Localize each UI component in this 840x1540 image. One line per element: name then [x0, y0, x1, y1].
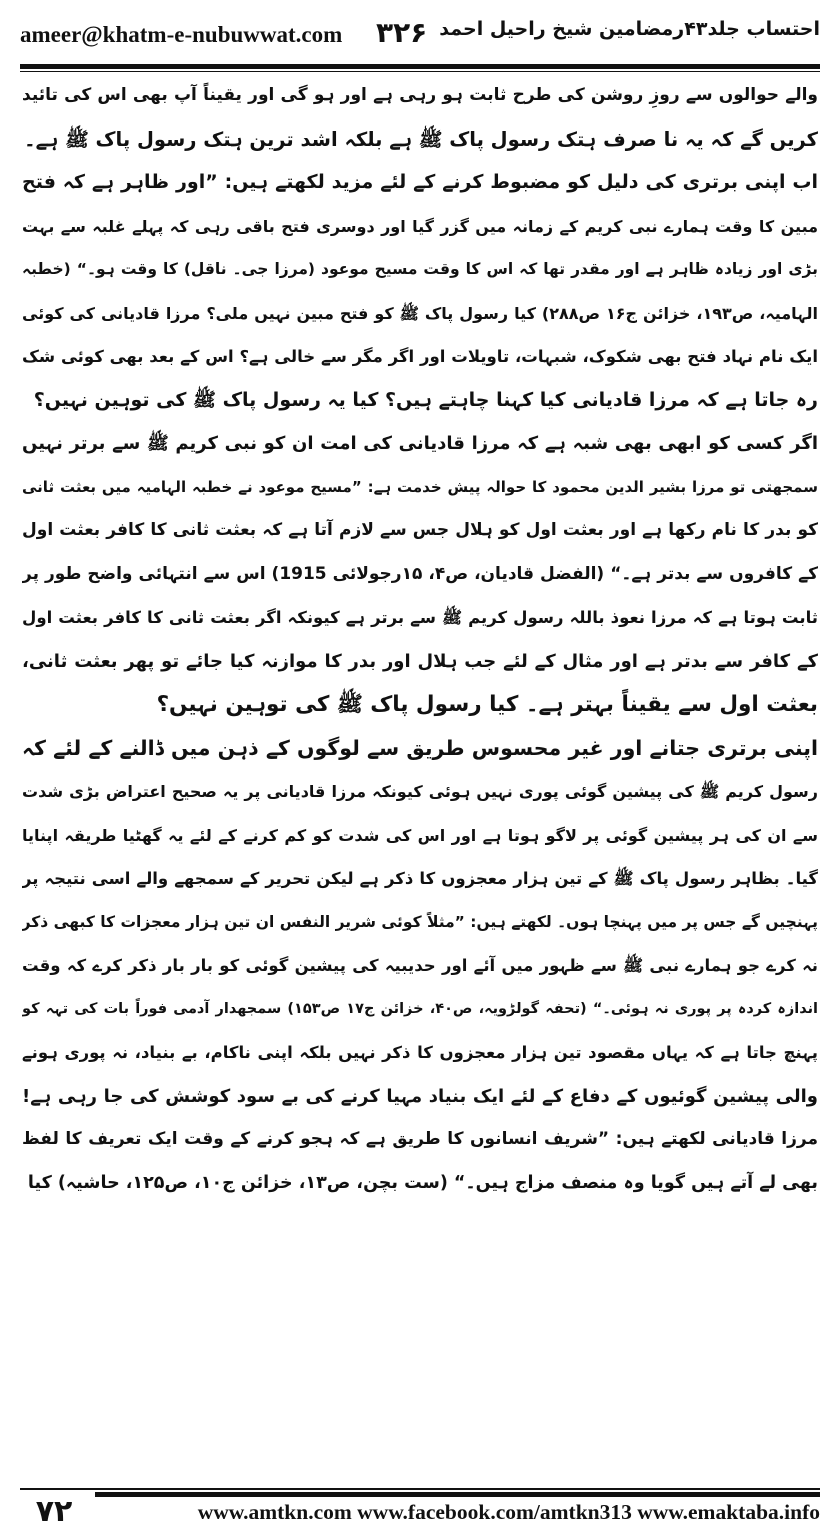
body-line: والے حوالوں سے روزِ روشن کی طرح ثابت ہو رہی ہے اور ہو گی اور یقیناً آپ بھی اس کی تائید [22, 85, 818, 105]
footer-page-number: ۷۲ [35, 1494, 73, 1529]
body-line: کریں گے کہ یہ نا صرف ہتک رسول پاک ﷺ ہے بلکہ اشد ترین ہتک رسول پاک ﷺ ہے۔ [24, 127, 818, 151]
body-line: بڑی اور زیادہ ظاہر ہے اور مقدر تھا کہ اس کا وقت مسیح موعود (مرزا جی۔ ناقل) کا وقت ہو۔“ (خطبہ [22, 260, 818, 278]
body-line: پہنچیں گے جس پر میں پہنچا ہوں۔ لکھتے ہیں: ”مثلاً کوئی شریر النفس ان تین ہزار معجزات کا کبھی ذکر [22, 912, 818, 931]
article-body [22, 74, 818, 1205]
body-line: مبین کا وقت ہمارے نبی کریم کے زمانہ میں گزر گیا اور دوسری فتح باقی رہی کہ پہلے غلبہ سے بہت [22, 216, 818, 236]
body-line: بھی لے آتے ہیں گویا وہ منصف مزاج ہیں۔“ (ست بچن، ص۱۳، خزائن ج۱۰، ص۱۲۵، حاشیہ) کیا [27, 1172, 818, 1193]
body-line: ایک نام نہاد فتح بھی شکوک، شبہات، تاویلات اور اگر مگر سے خالی ہے؟ اس کے بعد بھی کوئی شک [22, 347, 818, 366]
header-rule-thin [20, 71, 820, 72]
footer-urls: www.amtkn.com www.facebook.com/amtkn313 www.emaktaba.info [197, 1500, 820, 1524]
body-line: اب اپنی برتری کی دلیل کو مضبوط کرنے کے لئے مزید لکھتے ہیں: ”اور ظاہر ہے کہ فتح [22, 171, 818, 193]
body-line: رہ جاتا ہے کہ مرزا قادیانی کیا کہنا چاہتے ہیں؟ کیا یہ رسول پاک ﷺ کی توہین نہیں؟ [33, 388, 818, 411]
body-line: اپنی برتری جتانے اور غیر محسوس طریق سے لوگوں کے ذہن میں ڈالنے کے لئے کہ [22, 735, 818, 760]
header-title: احتساب جلد۴۳رمضامین شیخ راحیل احمد [439, 18, 820, 40]
body-line: کے کافروں سے بدتر ہے۔“ (الفضل قادیان، ص۴، ۱۵رجولائی 1915) اس سے انتہائی واضح طور پر [22, 563, 818, 584]
body-line: مرزا قادیانی لکھتے ہیں: ”شریف انسانوں کا طریق ہے کہ ہجو کرنے کے وقت ایک تعریف کا لفظ [22, 1129, 818, 1149]
body-line: اگر کسی کو ابھی بھی شبہ ہے کہ مرزا قادیانی کی امت ان کو نبی کریم ﷺ سے برتر نہیں [22, 433, 818, 454]
body-line: کو بدر کا نام رکھا ہے اور بعثت اول کو ہلال جس سے لازم آتا ہے کہ بعثت ثانی کا کافر بعثت اول [22, 520, 818, 540]
body-line: ثابت ہوتا ہے کہ مرزا نعوذ باللہ رسول کریم ﷺ سے برتر ہے کیونکہ اگر بعثت ثانی کا کافر بعثت اول [22, 608, 818, 627]
body-line: سے ان کی ہر پیشین گوئی پر لاگو ہوتا ہے اور اس کی شدت کو کم کرنے کے لئے یہ گھٹیا طریقہ اپنایا [22, 825, 818, 845]
header-page-number: ۳۲۶ [376, 16, 428, 49]
body-line: کے کافر سے بدتر ہے اور مثال کے لئے جب ہلال اور بدر کا موازنہ کیا جائے تو پھر بعثت ثانی، [22, 650, 818, 672]
body-line: اندازہ کردہ پر پوری نہ ہوئی۔“ (تحفہ گولڑویہ، ص۴۰، خزائن ج۱۷ ص۱۵۳) سمجھدار آدمی فوراً بات کی تہہ کو [22, 1000, 818, 1017]
footer-rule-thin [20, 1488, 820, 1490]
body-line: نہ کرے جو ہمارے نبی ﷺ سے ظہور میں آئے اور حدیبیہ کی پیشین گوئی کو بار بار ذکر کرے کہ وقت [22, 956, 818, 975]
body-line: گیا۔ بظاہر رسول پاک ﷺ کے تین ہزار معجزوں کا ذکر ہے لیکن تحریر کے سمجھے والے اسی نتیجہ پر [22, 869, 818, 888]
footer-rule-thick [95, 1492, 820, 1497]
body-line: سمجھتی تو مرزا بشیر الدین محمود کا حوالہ پیش خدمت ہے: ”مسیح موعود نے خطبہ الہامیہ میں بعثت ثانی [22, 477, 818, 496]
body-line: بعثت اول سے یقیناً بہتر ہے۔ کیا رسول پاک ﷺ کی توہین نہیں؟ [156, 692, 818, 717]
body-line: والی پیشین گوئیوں کے دفاع کے لئے ایک بنیاد مہیا کرنے کی بے سود کوشش کی جا رہی ہے! [22, 1085, 818, 1107]
header-rule-thick [20, 64, 820, 69]
body-line: رسول کریم ﷺ کی پیشین گوئی پوری نہیں ہوئی کیونکہ مرزا قادیانی پر یہ صحیح اعتراض بڑی شدت [22, 782, 818, 801]
body-line: پہنچ جاتا ہے کہ یہاں مقصود تین ہزار معجزوں کا ذکر نہیں بلکہ اپنی ناکام، بے بنیاد، نہ پوری ہونے [22, 1043, 818, 1062]
body-line: الہامیہ، ص۱۹۳، خزائن ج۱۶ ص۲۸۸) کیا رسول پاک ﷺ کو فتح مبین نہیں ملی؟ مرزا قادیانی کی کوئی [22, 303, 818, 323]
page-header [20, 16, 820, 58]
header-email: ameer@khatm-e-nubuwwat.com [20, 22, 343, 47]
